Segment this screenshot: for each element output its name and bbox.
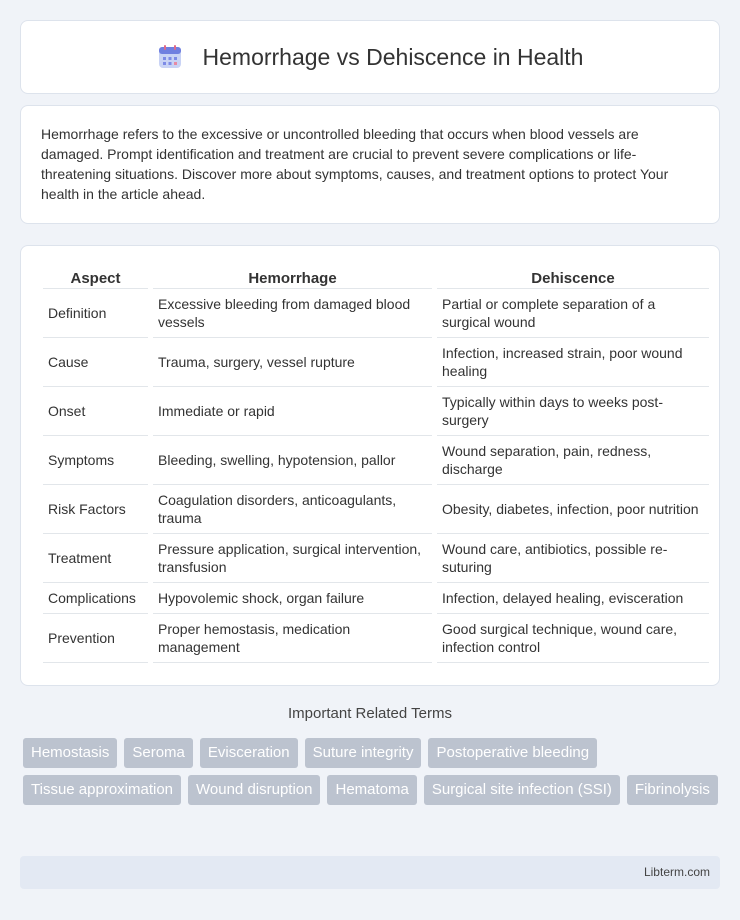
related-term-tag[interactable]: Wound disruption (188, 775, 320, 805)
table-header-row (43, 264, 709, 289)
intro-paragraph: Hemorrhage refers to the excessive or uncontrolled bleeding that occurs when blood vessels are damaged. Prompt identification and treatment are crucial to prevent severe complications or life-threatening situations. Discover more about symptoms, causes, and treatment options to protect Your health in the article ahead. (41, 126, 669, 202)
row-dehiscence: Partial or complete separation of a surgical wound (437, 289, 709, 338)
row-aspect: Onset (43, 387, 148, 436)
related-term-tag[interactable]: Hematoma (327, 775, 416, 805)
footer-site-link[interactable]: Libterm.com (643, 865, 710, 879)
table-row (43, 614, 709, 663)
row-aspect: Definition (43, 289, 148, 338)
row-dehiscence: Infection, increased strain, poor wound healing (437, 338, 709, 387)
page-title: Hemorrhage vs Dehiscence in Health (202, 43, 584, 70)
row-aspect: Treatment (43, 534, 148, 583)
row-dehiscence: Good surgical technique, wound care, infection control (437, 614, 709, 663)
row-hemorrhage: Hypovolemic shock, organ failure (153, 583, 432, 614)
row-hemorrhage: Coagulation disorders, anticoagulants, trauma (153, 485, 432, 534)
row-dehiscence: Typically within days to weeks post-surgery (437, 387, 709, 436)
row-hemorrhage: Immediate or rapid (153, 387, 432, 436)
row-aspect: Prevention (43, 614, 148, 663)
table-row (43, 289, 709, 338)
row-hemorrhage: Trauma, surgery, vessel rupture (153, 338, 432, 387)
column-header-hemorrhage: Hemorrhage (153, 264, 432, 289)
row-dehiscence: Infection, delayed healing, evisceration (437, 583, 709, 614)
row-aspect: Cause (43, 338, 148, 387)
row-hemorrhage: Pressure application, surgical intervention, transfusion (153, 534, 432, 583)
related-term-tag[interactable]: Hemostasis (23, 738, 117, 768)
related-term-tag[interactable]: Tissue approximation (23, 775, 181, 805)
related-term-tag[interactable]: Postoperative bleeding (428, 738, 597, 768)
related-term-tag[interactable]: Surgical site infection (SSI) (424, 775, 620, 805)
comparison-table-card (20, 245, 720, 686)
row-hemorrhage: Excessive bleeding from damaged blood vessels (153, 289, 432, 338)
related-terms-title: Important Related Terms (288, 705, 452, 722)
related-term-tag[interactable]: Suture integrity (305, 738, 422, 768)
row-aspect: Risk Factors (43, 485, 148, 534)
row-dehiscence: Wound separation, pain, redness, discharge (437, 436, 709, 485)
table-row (43, 436, 709, 485)
row-aspect: Complications (43, 583, 148, 614)
row-hemorrhage: Bleeding, swelling, hypotension, pallor (153, 436, 432, 485)
column-header-aspect: Aspect (43, 264, 148, 289)
calendar-icon (157, 44, 183, 70)
row-hemorrhage: Proper hemostasis, medication management (153, 614, 432, 663)
row-dehiscence: Wound care, antibiotics, possible re-suturing (437, 534, 709, 583)
row-aspect: Symptoms (43, 436, 148, 485)
related-term-tag[interactable]: Seroma (124, 738, 193, 768)
footer (20, 856, 720, 889)
intro-card (20, 105, 720, 224)
table-row (43, 387, 709, 436)
related-terms-list (23, 738, 723, 805)
column-header-dehiscence: Dehiscence (437, 264, 709, 289)
comparison-table (38, 264, 714, 663)
table-row (43, 583, 709, 614)
table-row (43, 338, 709, 387)
title-wrap (157, 44, 584, 71)
header-card (20, 20, 720, 94)
row-dehiscence: Obesity, diabetes, infection, poor nutrition (437, 485, 709, 534)
table-row (43, 485, 709, 534)
related-term-tag[interactable]: Fibrinolysis (627, 775, 718, 805)
related-term-tag[interactable]: Evisceration (200, 738, 298, 768)
table-row (43, 534, 709, 583)
